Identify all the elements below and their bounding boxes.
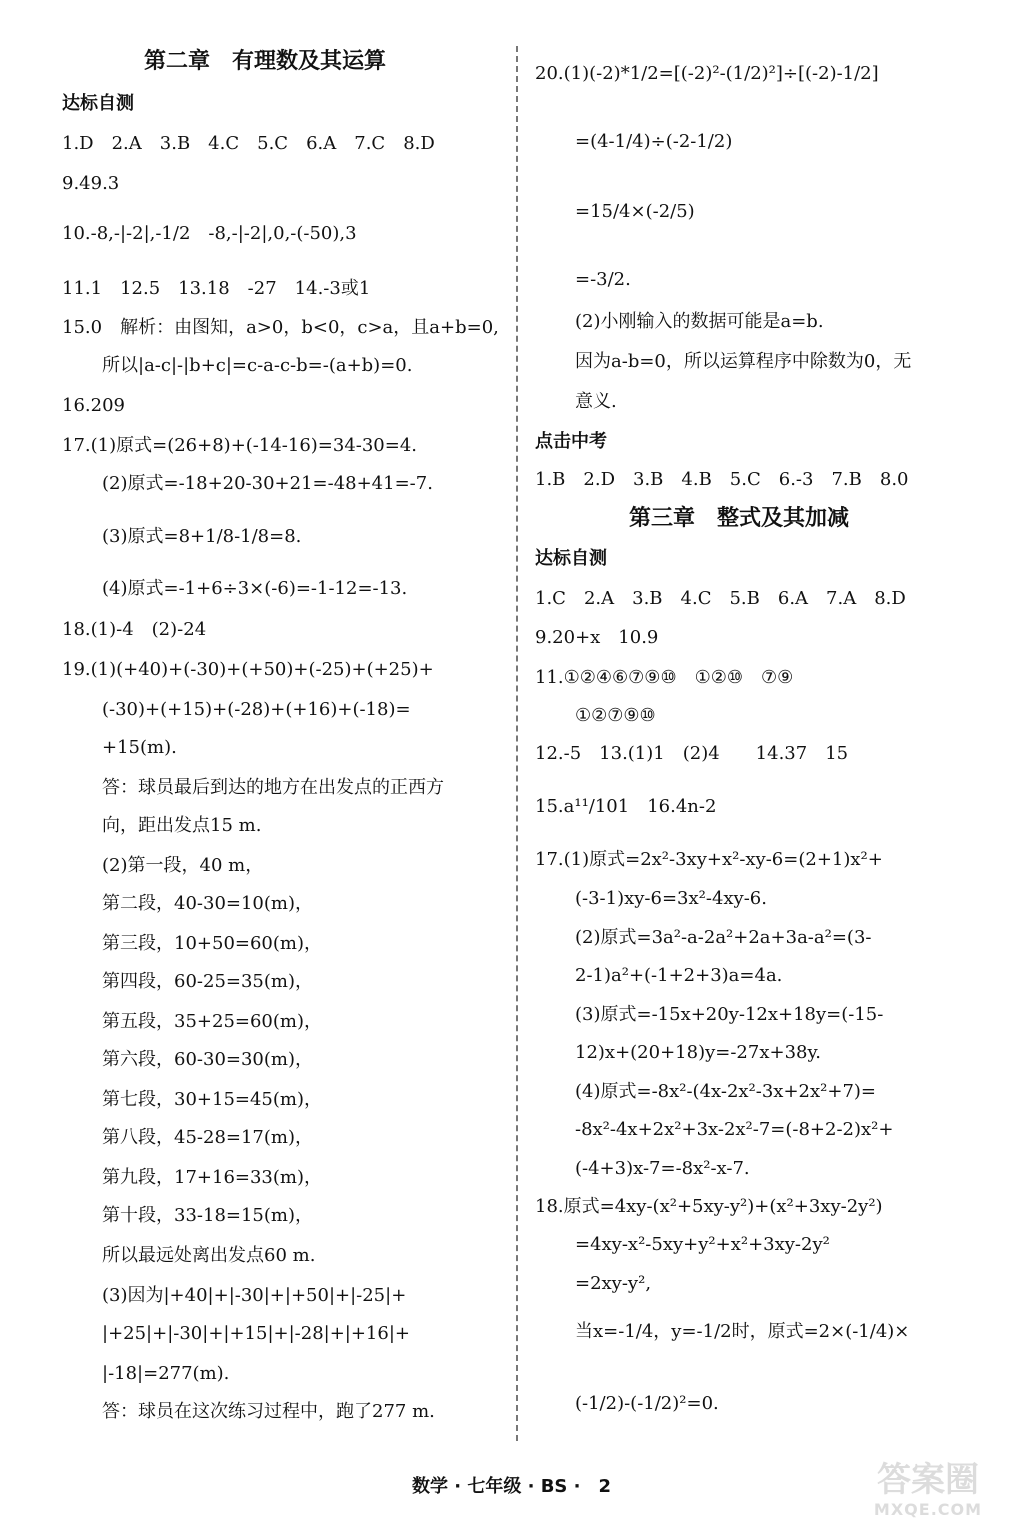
- watermark-text: 答案圈: [877, 1460, 979, 1500]
- page-footer: 数学 · 七年级 · BS · 2: [411, 1476, 612, 1497]
- answer-line: =2xy-y²,: [575, 1273, 652, 1294]
- answer-line: 11.1 12.5 13.18 -27 14.-3或1: [62, 278, 371, 299]
- answer-line: |+25|+|-30|+|+15|+|-28|+|+16|+: [102, 1323, 410, 1344]
- answer-line: 12)x+(20+18)y=-27x+38y.: [575, 1042, 821, 1063]
- section-heading: 达标自测: [62, 93, 134, 114]
- answer-line: (2)第一段，40 m，: [102, 855, 264, 876]
- answer-line: (-30)+(+15)+(-28)+(+16)+(-18)=: [102, 699, 411, 720]
- answer-line: (4)原式=-1+6÷3×(-6)=-1-12=-13.: [102, 578, 408, 599]
- answer-line: |-18|=277(m).: [102, 1363, 230, 1384]
- answer-line: (-3-1)xy-6=3x²-4xy-6.: [575, 888, 767, 909]
- answer-line: 所以|a-c|-|b+c|=c-a-c-b=-(a+b)=0.: [102, 355, 413, 376]
- answer-line: =-3/2.: [575, 269, 631, 290]
- answer-line: 意义.: [575, 391, 617, 412]
- answer-line: 第五段，35+25=60(m)，: [102, 1011, 322, 1032]
- answer-line: (3)原式=8+1/8-1/8=8.: [102, 526, 302, 547]
- answer-line: (-4+3)x-7=-8x²-x-7.: [575, 1158, 750, 1179]
- answer-line: (3)原式=-15x+20y-12x+18y=(-15-: [575, 1004, 884, 1025]
- answer-line: 1.D 2.A 3.B 4.C 5.C 6.A 7.C 8.D: [62, 133, 435, 154]
- answer-line: (2)原式=3a²-a-2a²+2a+3a-a²=(3-: [575, 927, 872, 948]
- answer-line: 第八段，45-28=17(m)，: [102, 1127, 313, 1148]
- answer-line: (-1/2)-(-1/2)²=0.: [575, 1393, 719, 1414]
- answer-line: 18.原式=4xy-(x²+5xy-y²)+(x²+3xy-2y²): [535, 1196, 883, 1217]
- answer-line: 20.(1)(-2)*1/2=[(-2)²-(1/2)²]÷[(-2)-1/2]: [535, 63, 879, 84]
- answer-line: 1.B 2.D 3.B 4.B 5.C 6.-3 7.B 8.0: [535, 469, 909, 490]
- chapter-title: 第三章 整式及其加减: [629, 506, 850, 531]
- answer-line: (3)因为|+40|+|-30|+|+50|+|-25|+: [102, 1285, 407, 1306]
- chapter-title: 第二章 有理数及其运算: [144, 49, 387, 74]
- answer-line: 第四段，60-25=35(m)，: [102, 971, 313, 992]
- answer-line: 15.a¹¹/101 16.4n-2: [535, 796, 717, 817]
- answer-line: ①②⑦⑨⑩: [575, 705, 656, 726]
- answer-line: 第三段，10+50=60(m)，: [102, 933, 322, 954]
- answer-line: 1.C 2.A 3.B 4.C 5.B 6.A 7.A 8.D: [535, 588, 906, 609]
- column-divider: [516, 46, 518, 1441]
- watermark-logo: [848, 1460, 1008, 1530]
- answer-line: -8x²-4x+2x²+3x-2x²-7=(-8+2-2)x²+: [575, 1119, 894, 1140]
- answer-line: 19.(1)(+40)+(-30)+(+50)+(-25)+(+25)+: [62, 659, 434, 680]
- answer-line: 第六段，60-30=30(m)，: [102, 1049, 313, 1070]
- answer-line: 向，距出发点15 m.: [102, 815, 262, 836]
- answer-line: (2)小刚输入的数据可能是a=b.: [575, 311, 824, 332]
- answer-line: 答：球员在这次练习过程中，跑了277 m.: [102, 1401, 435, 1422]
- answer-line: =4xy-x²-5xy+y²+x²+3xy-2y²: [575, 1234, 830, 1255]
- answer-line: 10.-8,-|-2|,-1/2 -8,-|-2|,0,-(-50),3: [62, 223, 357, 244]
- answer-line: 16.209: [62, 395, 125, 416]
- answer-line: 17.(1)原式=2x²-3xy+x²-xy-6=(2+1)x²+: [535, 849, 883, 870]
- answer-line: 11.①②④⑥⑦⑨⑩ ①②⑩ ⑦⑨: [535, 667, 794, 688]
- answer-line: 答：球员最后到达的地方在出发点的正西方: [102, 777, 444, 798]
- answer-line: 第七段，30+15=45(m)，: [102, 1089, 322, 1110]
- answer-line: 当x=-1/4，y=-1/2时，原式=2×(-1/4)×: [575, 1321, 910, 1342]
- watermark-url: MXQE.COM: [873, 1500, 983, 1519]
- answer-line: =15/4×(-2/5): [575, 201, 695, 222]
- answer-line: 第十段，33-18=15(m)，: [102, 1205, 313, 1226]
- answer-line: 12.-5 13.(1)1 (2)4 14.37 15: [535, 743, 849, 764]
- answer-line: 18.(1)-4 (2)-24: [62, 619, 207, 640]
- answer-line: (4)原式=-8x²-(4x-2x²-3x+2x²+7)=: [575, 1081, 876, 1102]
- answer-line: 所以最远处离出发点60 m.: [102, 1245, 316, 1266]
- answer-line: 15.0 解析：由图知，a>0，b<0，c>a，且a+b=0,: [62, 317, 499, 338]
- answer-line: 第二段，40-30=10(m)，: [102, 893, 313, 914]
- answer-line: 第九段，17+16=33(m)，: [102, 1167, 322, 1188]
- section-heading: 达标自测: [535, 548, 607, 569]
- answer-line: 9.49.3: [62, 173, 120, 194]
- answer-line: (2)原式=-18+20-30+21=-48+41=-7.: [102, 473, 433, 494]
- section-heading: 点击中考: [535, 431, 607, 452]
- answer-line: 2-1)a²+(-1+2+3)a=4a.: [575, 965, 783, 986]
- answer-line: =(4-1/4)÷(-2-1/2): [575, 131, 733, 152]
- answer-line: 17.(1)原式=(26+8)+(-14-16)=34-30=4.: [62, 435, 418, 456]
- answer-line: 因为a-b=0，所以运算程序中除数为0，无: [575, 351, 912, 372]
- answer-line: +15(m).: [102, 737, 177, 758]
- answer-line: 9.20+x 10.9: [535, 627, 659, 648]
